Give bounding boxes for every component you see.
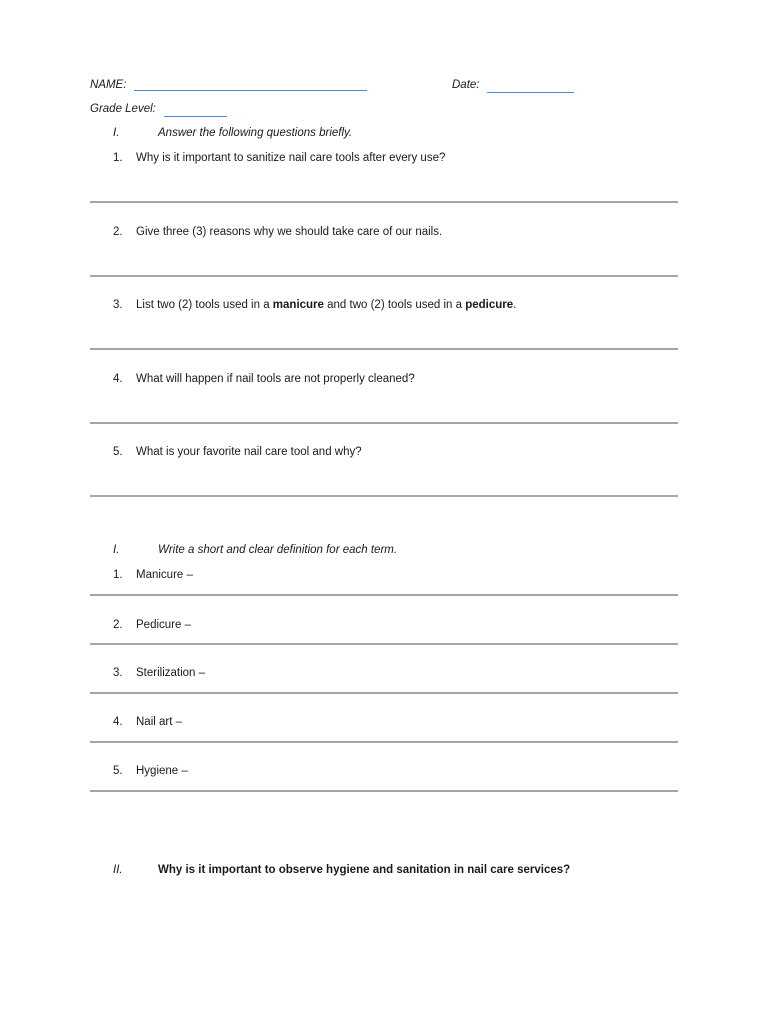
question-number: 3. xyxy=(113,299,123,311)
section-numeral: II. xyxy=(113,864,123,876)
section-instruction: Write a short and clear definition for each term. xyxy=(158,544,398,556)
question-text: Why is it important to sanitize nail care tools after every use? xyxy=(136,152,446,164)
grade-level-label: Grade Level: xyxy=(90,103,156,115)
answer-line[interactable] xyxy=(90,692,678,694)
name-blank[interactable] xyxy=(134,89,367,91)
question-number: 5. xyxy=(113,446,123,458)
term-text: Sterilization – xyxy=(136,667,206,679)
date-label: Date: xyxy=(452,79,480,91)
answer-line[interactable] xyxy=(90,495,678,497)
answer-line[interactable] xyxy=(90,643,678,645)
question-text-part: . xyxy=(513,299,517,311)
section-instruction: Answer the following questions briefly. xyxy=(158,127,353,139)
essay-answer-area[interactable] xyxy=(90,885,678,995)
section-numeral: I. xyxy=(113,127,120,139)
manicure-term: manicure xyxy=(272,299,324,311)
question-text: What is your favorite nail care tool and why? xyxy=(136,446,362,458)
answer-line[interactable] xyxy=(90,201,678,203)
grade-level-blank[interactable] xyxy=(164,115,227,117)
answer-line[interactable] xyxy=(90,422,678,424)
essay-question: Why is it important to observe hygiene and sanitation in nail care services? xyxy=(158,864,571,876)
question-text-part: and two (2) tools used in a xyxy=(323,299,466,311)
term-number: 3. xyxy=(113,667,123,679)
term-text: Nail art – xyxy=(136,716,183,728)
term-number: 4. xyxy=(113,716,123,728)
section-numeral: I. xyxy=(113,544,120,556)
name-label: NAME: xyxy=(90,79,127,91)
answer-line[interactable] xyxy=(90,594,678,596)
term-number: 1. xyxy=(113,569,123,581)
question-number: 1. xyxy=(113,152,123,164)
question-number: 2. xyxy=(113,226,123,238)
date-blank[interactable] xyxy=(487,91,574,93)
term-text: Hygiene – xyxy=(136,765,188,777)
pedicure-term: pedicure xyxy=(465,299,514,311)
answer-line[interactable] xyxy=(90,348,678,350)
term-number: 5. xyxy=(113,765,123,777)
answer-line[interactable] xyxy=(90,790,678,792)
answer-line[interactable] xyxy=(90,275,678,277)
answer-line[interactable] xyxy=(90,741,678,743)
question-text: Give three (3) reasons why we should take care of our nails. xyxy=(136,226,443,238)
term-text: Pedicure – xyxy=(136,619,191,631)
question-text-part: List two (2) tools used in a xyxy=(136,299,273,311)
term-number: 2. xyxy=(113,619,123,631)
term-text: Manicure – xyxy=(136,569,193,581)
question-number: 4. xyxy=(113,373,123,385)
question-text: What will happen if nail tools are not properly cleaned? xyxy=(136,373,415,385)
question-text xyxy=(136,299,516,311)
